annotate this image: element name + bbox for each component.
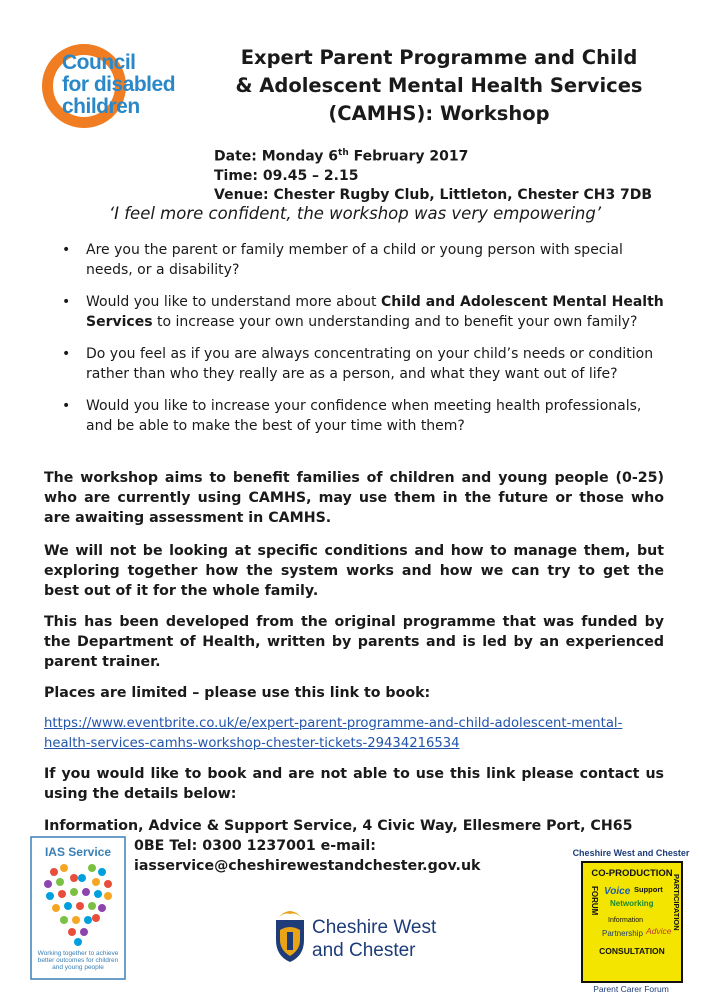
svg-text:PARTICIPATION: PARTICIPATION xyxy=(672,874,681,931)
booking-note: Places are limited – please use this link to book: xyxy=(44,685,431,701)
svg-text:Information: Information xyxy=(608,917,644,924)
workshop-aim-paragraph: The workshop aims to benefit families of children and young people (0-25) who are currently using CAMHS, may use them in the future or those who are awaiting assessment in CAMHS. xyxy=(44,470,664,526)
ias-title: IAS Service xyxy=(44,845,112,859)
list-item: • Would you like to increase your confidence when meeting health professionals, and be able to make the best of your time with them? xyxy=(56,396,666,436)
svg-text:CO-PRODUCTION: CO-PRODUCTION xyxy=(591,868,673,879)
svg-text:Support: Support xyxy=(634,885,663,894)
testimonial-quote: ‘I feel more confident, the workshop was very empowering’ xyxy=(108,204,602,223)
forum-bottom-text: Parent Carer Forum xyxy=(593,984,669,994)
parent-carer-forum-logo xyxy=(566,846,696,996)
svg-text:Networking: Networking xyxy=(610,899,654,908)
ias-tagline: Working together to achieve better outcomes for children and young people xyxy=(37,950,119,971)
workshop-approach-paragraph: We will not be looking at specific conditions and how to manage them, but exploring together how the system works and how we can try to get the best out of it for the whole family. xyxy=(44,543,664,599)
list-item: • Would you like to understand more about Child and Adolescent Mental Health Services to increase your own understanding and to benefit your own family? xyxy=(56,292,666,332)
event-time: Time: 09.45 – 2.15 xyxy=(214,167,359,184)
crest-icon xyxy=(276,911,304,962)
eventbrite-booking-link[interactable]: https://www.eventbrite.co.uk/e/expert-parent-programme-and-child-adolescent-mental-health-services-camhs-workshop-chester-tickets-29434216534 xyxy=(44,716,623,751)
svg-text:Voice: Voice xyxy=(604,886,631,897)
contact-intro: If you would like to book and are not able to use this link please contact us using the details below: xyxy=(44,766,664,802)
list-item: • Do you feel as if you are always concentrating on your child’s needs or condition rather than who they really are as a person, and what they want out of life? xyxy=(56,344,666,384)
question-list xyxy=(56,240,666,448)
page-title: Expert Parent Programme and Child & Adolescent Mental Health Services (CAMHS): Workshop xyxy=(235,46,643,125)
logo-text: Council for disabled children xyxy=(62,51,176,118)
svg-text:CONSULTATION: CONSULTATION xyxy=(599,946,665,956)
list-item: • Are you the parent or family member of a child or young person with special needs, or a disability? xyxy=(56,240,666,280)
contact-phone: 0BE Tel: 0300 1237001 e-mail: xyxy=(134,838,376,854)
contact-email[interactable]: iasservice@cheshirewestandchester.gov.uk xyxy=(134,858,481,874)
cheshire-west-and-chester-logo xyxy=(270,906,460,966)
svg-text:FORUM: FORUM xyxy=(590,886,599,916)
cwac-line1: Cheshire West xyxy=(312,917,437,938)
contact-details xyxy=(44,816,632,876)
ias-service-logo xyxy=(30,836,126,980)
forum-top-text: Cheshire West and Chester xyxy=(572,848,690,858)
svg-text:Advice: Advice xyxy=(646,926,672,936)
contact-address: Information, Advice & Support Service, 4 Civic Way, Ellesmere Port, CH65 xyxy=(44,818,633,834)
programme-origin-paragraph: This has been developed from the original programme that was funded by the Department of Health, written by parents and is led by an experienced parent trainer. xyxy=(44,614,664,670)
event-date: Date: Monday 6th February 2017 xyxy=(214,148,469,165)
event-details xyxy=(214,144,652,205)
council-for-disabled-children-logo xyxy=(42,44,202,136)
cwac-line2: and Chester xyxy=(312,940,416,961)
svg-text:Partnership: Partnership xyxy=(602,929,643,938)
event-venue: Venue: Chester Rugby Club, Littleton, Chester CH3 7DB xyxy=(214,186,653,203)
